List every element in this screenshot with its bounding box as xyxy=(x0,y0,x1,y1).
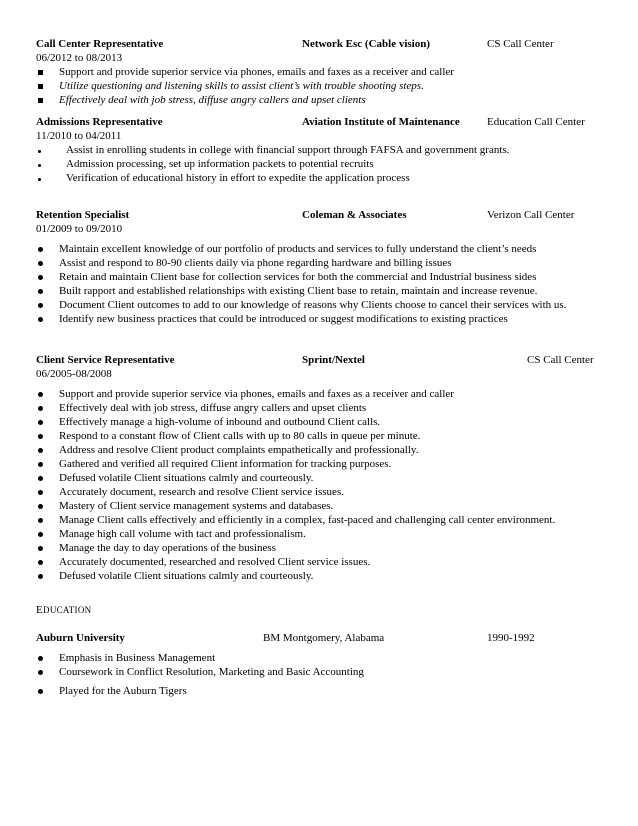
job-location: CS Call Center xyxy=(487,38,554,50)
bullet-icon xyxy=(38,387,52,401)
list-item: Support and provide superior service via phones, emails and faxes as a receiver and caller xyxy=(36,65,608,79)
job-bullets xyxy=(36,387,608,583)
bullet-icon xyxy=(38,457,52,471)
job-title: Client Service Representative xyxy=(36,354,175,366)
education-heading: EDUCATION xyxy=(36,604,92,616)
education-header xyxy=(36,631,608,645)
bullet-icon xyxy=(38,485,52,499)
job-dates: 06/2012 to 08/2013 xyxy=(36,52,123,64)
list-item: Address and resolve Client product complaints empathetically and professionally. xyxy=(36,443,608,457)
job-header xyxy=(36,208,608,222)
job-location: Verizon Call Center xyxy=(487,209,575,221)
bullet-icon xyxy=(38,513,52,527)
list-item: Gathered and verified all required Client information for tracking purposes. xyxy=(36,457,608,471)
square-bullet-icon xyxy=(38,65,52,79)
job-company: Aviation Institute of Maintenance xyxy=(302,116,460,128)
list-item: Support and provide superior service via phones, emails and faxes as a receiver and caller xyxy=(36,387,608,401)
list-item: Accurately documented, researched and resolved Client service issues. xyxy=(36,555,608,569)
list-item: Utilize questioning and listening skills to assist client’s with trouble shooting steps. xyxy=(36,79,608,93)
bullet-icon xyxy=(38,256,52,270)
list-item: Maintain excellent knowledge of our portfolio of products and services to fully understand the client’s needs xyxy=(36,242,608,256)
education-entry xyxy=(36,631,608,698)
list-item: Played for the Auburn Tigers xyxy=(36,684,608,698)
bullet-icon xyxy=(38,651,52,665)
job-client-service-representative xyxy=(36,353,608,583)
bullet-icon xyxy=(38,443,52,457)
job-dates: 01/2009 to 09/2010 xyxy=(36,223,123,235)
list-item: Effectively manage a high-volume of inbound and outbound Client calls. xyxy=(36,415,608,429)
job-company: Coleman & Associates xyxy=(302,209,407,221)
job-dates: 06/2005-08/2008 xyxy=(36,368,112,380)
job-company: Network Esc (Cable vision) xyxy=(302,38,431,50)
square-bullet-icon xyxy=(38,93,52,107)
job-admissions-representative xyxy=(36,115,608,185)
bullet-icon xyxy=(38,312,52,326)
job-header xyxy=(36,37,608,51)
job-header xyxy=(36,353,608,367)
education-bullets xyxy=(36,651,608,698)
small-bullet-icon xyxy=(38,143,52,157)
job-title: Retention Specialist xyxy=(36,209,130,221)
bullet-icon xyxy=(38,665,52,679)
square-bullet-icon xyxy=(38,79,52,93)
job-company: Sprint/Nextel xyxy=(302,354,365,366)
small-bullet-icon xyxy=(38,157,52,171)
school-years: 1990-1992 xyxy=(487,632,535,644)
list-item: Defused volatile Client situations calmly and courteously. xyxy=(36,471,608,485)
job-dates: 11/2010 to 04/2011 xyxy=(36,130,122,142)
list-item: Manage high call volume with tact and professionalism. xyxy=(36,527,608,541)
bullet-icon xyxy=(38,429,52,443)
list-item: Verification of educational history in effort to expedite the application process xyxy=(36,171,608,185)
bullet-icon xyxy=(38,298,52,312)
list-item: Respond to a constant flow of Client calls with up to 80 calls in queue per minute. xyxy=(36,429,608,443)
list-item: Manage Client calls effectively and efficiently in a complex, fast-paced and challenging call center environment. xyxy=(36,513,608,527)
list-item: Effectively deal with job stress, diffuse angry callers and upset clients xyxy=(36,93,608,107)
bullet-icon xyxy=(38,555,52,569)
job-call-center-representative xyxy=(36,37,608,107)
list-item: Coursework in Conflict Resolution, Marketing and Basic Accounting xyxy=(36,665,608,679)
bullet-icon xyxy=(38,499,52,513)
school-name: Auburn University xyxy=(36,632,125,644)
list-item: Retain and maintain Client base for collection services for both the commercial and Industrial business sides xyxy=(36,270,608,284)
list-item: Identify new business practices that could be introduced or suggest modifications to existing practices xyxy=(36,312,608,326)
bullet-icon xyxy=(38,541,52,555)
job-retention-specialist xyxy=(36,208,608,326)
bullet-icon xyxy=(38,569,52,583)
bullet-icon xyxy=(38,527,52,541)
bullet-icon xyxy=(38,684,52,698)
job-bullets xyxy=(36,65,608,107)
bullet-icon xyxy=(38,270,52,284)
list-item: Emphasis in Business Management xyxy=(36,651,608,665)
list-item: Document Client outcomes to add to our knowledge of reasons why Clients choose to cancel their services with us. xyxy=(36,298,608,312)
list-item: Assist in enrolling students in college with financial support through FAFSA and government grants. xyxy=(36,143,608,157)
bullet-icon xyxy=(38,415,52,429)
small-bullet-icon xyxy=(38,171,52,185)
list-item: Effectively deal with job stress, diffuse angry callers and upset clients xyxy=(36,401,608,415)
job-header xyxy=(36,115,608,129)
job-bullets xyxy=(36,242,608,326)
list-item: Built rapport and established relationships with existing Client base to retain, maintain and increase revenue. xyxy=(36,284,608,298)
list-item: Manage the day to day operations of the business xyxy=(36,541,608,555)
list-item: Admission processing, set up information packets to potential recruits xyxy=(36,157,608,171)
bullet-icon xyxy=(38,284,52,298)
job-bullets xyxy=(36,143,608,185)
bullet-icon xyxy=(38,401,52,415)
school-location: BM Montgomery, Alabama xyxy=(263,632,385,644)
list-item: Accurately document, research and resolve Client service issues. xyxy=(36,485,608,499)
job-location: Education Call Center xyxy=(487,116,585,128)
job-title: Call Center Representative xyxy=(36,38,164,50)
job-title: Admissions Representative xyxy=(36,116,163,128)
bullet-icon xyxy=(38,471,52,485)
list-item: Assist and respond to 80-90 clients daily via phone regarding hardware and billing issues xyxy=(36,256,608,270)
job-location: CS Call Center xyxy=(527,354,594,366)
list-item: Mastery of Client service management systems and databases. xyxy=(36,499,608,513)
bullet-icon xyxy=(38,242,52,256)
list-item: Defused volatile Client situations calmly and courteously. xyxy=(36,569,608,583)
